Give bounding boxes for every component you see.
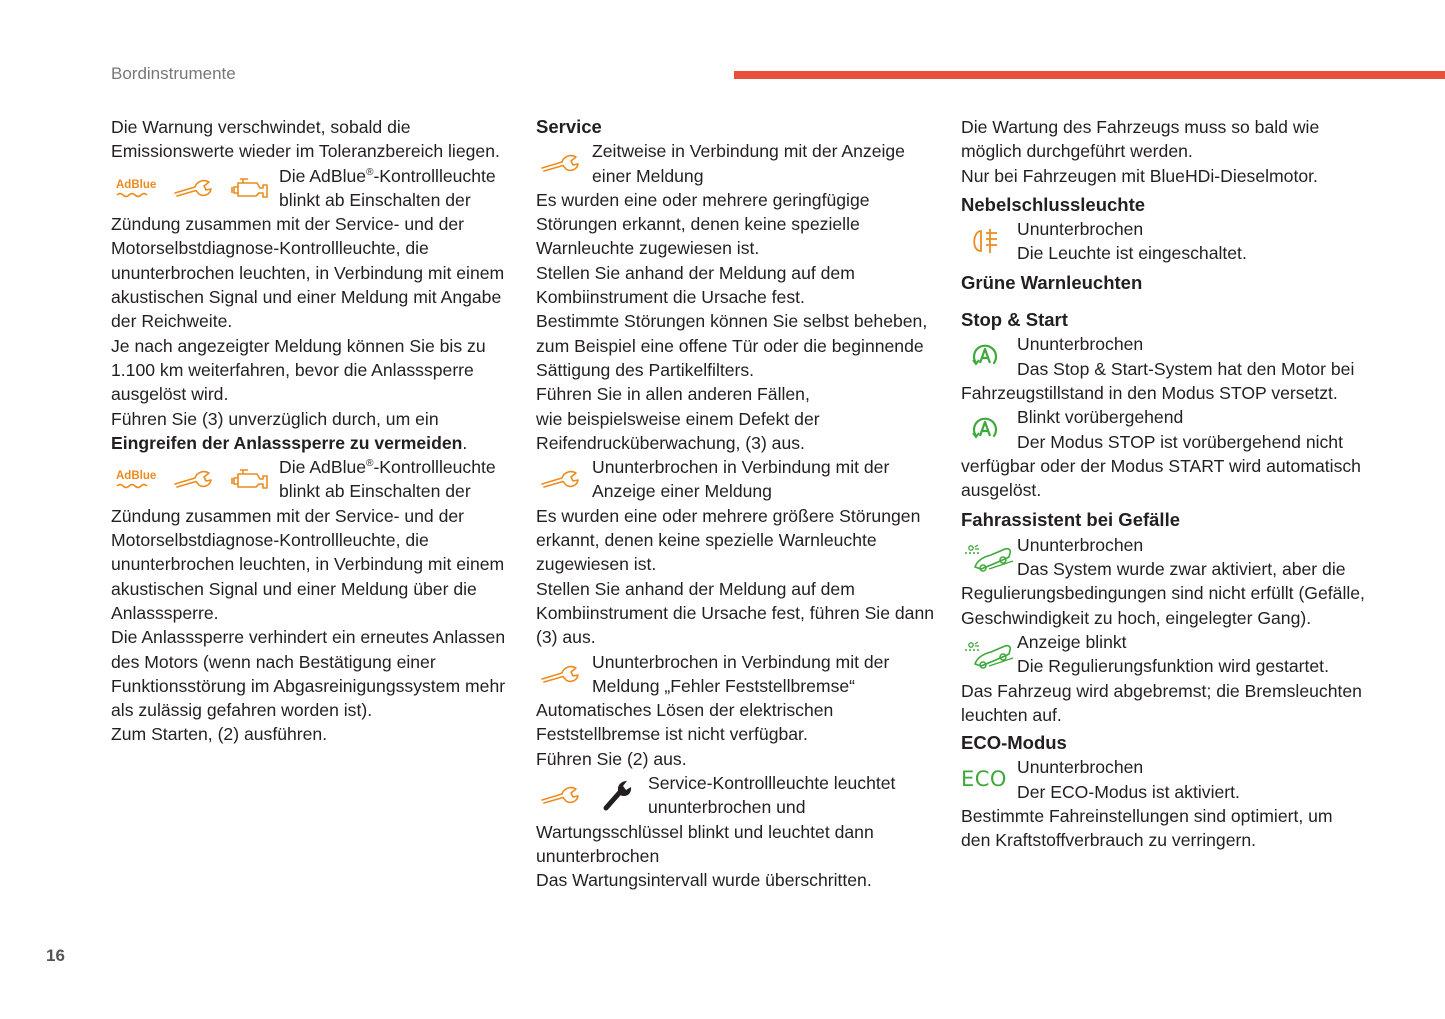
paragraph: Automatisches Lösen der elektrischen Feststellbremse ist nicht verfügbar. bbox=[536, 700, 834, 745]
state-desc: Das Stop & Start-System hat den Motor bei Fahrzeugstillstand in den Modus STOP versetzt. bbox=[961, 358, 1355, 403]
column-2 bbox=[536, 115, 936, 893]
paragraph: Bestimmte Störungen können Sie selbst beheben, zum Beispiel eine offene Tür oder die beginnende Sättigung des Partikelfilters. bbox=[536, 311, 928, 380]
paragraph: Je nach angezeigter Meldung können Sie bis zu 1.100 km weiterfahren, bevor die Anlasssperre ausgelöst wird. bbox=[111, 335, 486, 405]
spanner-icon bbox=[592, 777, 648, 813]
service-entry-1 bbox=[536, 139, 936, 188]
icon-group bbox=[961, 755, 1017, 803]
adblue-warning-block-2 bbox=[111, 455, 511, 625]
icon-group bbox=[536, 773, 648, 817]
paragraph: Die Warnung verschwindet, sobald die Emissionswerte wieder im Toleranzbereich liegen. bbox=[111, 117, 500, 162]
rear-fog-light-icon bbox=[961, 223, 1017, 259]
paragraph: Das Fahrzeug wird abgebremst; die Bremsleuchten leuchten auf. bbox=[961, 680, 1362, 725]
icon-group bbox=[111, 166, 279, 210]
entry-label: Zeitweise in Verbindung mit der Anzeige einer Meldung bbox=[592, 141, 905, 186]
state-desc: Das System wurde zwar aktiviert, aber die Regulierungsbedingungen sind nicht erfüllt (Gefälle, Geschwindigkeit zu hoch, eingelegter Gang). bbox=[961, 559, 1365, 628]
hill-assist-entry-2 bbox=[961, 630, 1366, 679]
engine-icon bbox=[223, 173, 279, 203]
paragraph: Führen Sie (3) unverzüglich durch, um ein Eingreifen der Anlasssperre zu vermeiden. bbox=[111, 408, 468, 453]
adblue-warning-block-1 bbox=[111, 164, 511, 334]
column-1 bbox=[111, 115, 511, 747]
stop-start-icon bbox=[961, 412, 1017, 446]
green-warning-heading: Grüne Warnleuchten bbox=[961, 271, 1143, 293]
fog-light-entry bbox=[961, 217, 1366, 266]
entry-label: Service-Kontrollleuchte leuchtet ununterbrochen und bbox=[648, 773, 896, 818]
state-desc: Der Modus STOP ist vorübergehend nicht verfügbar oder der Modus START wird automatisch ausgelöst. bbox=[961, 431, 1361, 501]
icon-group bbox=[961, 533, 1017, 581]
fog-light-heading: Nebelschlussleuchte bbox=[961, 193, 1146, 215]
paragraph: Nur bei Fahrzeugen mit BlueHDi-Dieselmotor. bbox=[961, 165, 1318, 186]
state-label: Blinkt vorübergehend bbox=[1017, 407, 1184, 428]
page-number: 16 bbox=[46, 946, 65, 965]
icon-group bbox=[536, 141, 592, 185]
paragraph: Die Wartung des Fahrzeugs muss so bald wie möglich durchgeführt werden. bbox=[961, 117, 1320, 162]
wrench-icon bbox=[167, 466, 223, 492]
paragraph: Stellen Sie anhand der Meldung auf dem Kombiinstrument die Ursache fest, führen Sie dann (3) aus. bbox=[536, 578, 935, 648]
paragraph: Es wurden eine oder mehrere geringfügige Störungen erkannt, denen keine spezielle Warnleuchte zugewiesen ist. bbox=[536, 189, 870, 259]
column-3 bbox=[961, 115, 1366, 853]
entry-label: Ununterbrochen in Verbindung mit der Meldung „Fehler Feststellbremse“ bbox=[592, 651, 890, 696]
adblue-icon bbox=[111, 173, 167, 203]
stop-start-icon bbox=[961, 339, 1017, 373]
stop-start-entry-2 bbox=[961, 405, 1366, 502]
state-label: Ununterbrochen bbox=[1017, 757, 1144, 778]
paragraph: Die AdBlue®-Kontrollleuchte blinkt ab Einschalten der Zündung zusammen mit der Service- und der Motorselbstdiagnose-Kontrollleuchte, die ununterbrochen leuchten, in Verbindung mit einem akustischen Signal und einer Meldung mit Angabe der Reichweite. bbox=[111, 165, 505, 332]
paragraph: Führen Sie in allen anderen Fällen, bbox=[536, 384, 810, 405]
state-desc: Die Regulierungsfunktion wird gestartet. bbox=[1017, 656, 1329, 677]
state-label: Ununterbrochen bbox=[1017, 534, 1144, 555]
entry-label: Ununterbrochen in Verbindung mit der Anzeige einer Meldung bbox=[592, 457, 890, 502]
icon-group bbox=[961, 630, 1017, 678]
stop-start-heading: Stop & Start bbox=[961, 309, 1068, 331]
state-label: Ununterbrochen bbox=[1017, 219, 1144, 240]
adblue-icon-label: AdBlue bbox=[116, 470, 157, 483]
paragraph: Führen Sie (2) aus. bbox=[536, 748, 687, 769]
icon-group bbox=[961, 217, 1017, 265]
wrench-icon bbox=[536, 782, 592, 808]
eco-mode-entry bbox=[961, 755, 1366, 804]
service-heading: Service bbox=[536, 116, 602, 137]
adblue-icon-label: AdBlue bbox=[116, 178, 157, 191]
paragraph: Bestimmte Fahreinstellungen sind optimiert, um den Kraftstoffverbrauch zu verringern. bbox=[961, 806, 1333, 851]
paragraph: Wartungsschlüssel blinkt und leuchtet dann ununterbrochen bbox=[536, 821, 874, 866]
paragraph: wie beispielsweise einem Defekt der Reifendrucküberwachung, (3) aus. bbox=[536, 408, 820, 453]
running-header: Bordinstrumente bbox=[111, 64, 236, 83]
state-label: Ununterbrochen bbox=[1017, 334, 1144, 355]
hill-descent-icon bbox=[961, 539, 1017, 575]
eco-mode-heading: ECO-Modus bbox=[961, 732, 1067, 754]
icon-group bbox=[961, 332, 1017, 380]
engine-icon bbox=[223, 464, 279, 494]
state-label: Anzeige blinkt bbox=[1017, 631, 1127, 652]
wrench-icon bbox=[167, 175, 223, 201]
wrench-icon bbox=[536, 466, 592, 492]
paragraph: Das Wartungsintervall wurde überschritten. bbox=[536, 870, 872, 891]
hill-descent-icon bbox=[961, 636, 1017, 672]
paragraph: Stellen Sie anhand der Meldung auf dem Kombiinstrument die Ursache fest. bbox=[536, 262, 855, 308]
state-desc: Die Leuchte ist eingeschaltet. bbox=[1017, 243, 1247, 264]
eco-icon: ECO bbox=[961, 767, 1007, 792]
paragraph: Zum Starten, (2) ausführen. bbox=[111, 724, 328, 745]
paragraph: Es wurden eine oder mehrere größere Störungen erkannt, denen keine spezielle Warnleuchte zugewiesen ist. bbox=[536, 505, 921, 575]
hill-assist-entry-1 bbox=[961, 533, 1366, 630]
icon-group bbox=[536, 457, 592, 501]
stop-start-entry-1 bbox=[961, 332, 1366, 405]
adblue-icon bbox=[111, 464, 167, 494]
header-accent-bar bbox=[734, 71, 1445, 79]
icon-group bbox=[111, 457, 279, 501]
service-entry-2 bbox=[536, 455, 936, 504]
hill-assist-heading: Fahrassistent bei Gefälle bbox=[961, 509, 1181, 531]
wrench-icon bbox=[536, 661, 592, 687]
paragraph: Die Anlasssperre verhindert ein erneutes Anlassen des Motors (wenn nach Bestätigung einer Funktionsstörung im Abgasreinigungssystem mehr als zulässig gefahren worden ist). bbox=[111, 627, 506, 721]
icon-group bbox=[961, 405, 1017, 453]
state-desc: Der ECO-Modus ist aktiviert. bbox=[1017, 781, 1240, 802]
wrench-icon bbox=[536, 150, 592, 176]
service-entry-3 bbox=[536, 650, 936, 699]
paragraph: Die AdBlue®-Kontrollleuchte blinkt ab Einschalten der Zündung zusammen mit der Service- und der Motorselbstdiagnose-Kontrollleuchte, die ununterbrochen leuchten, in Verbindung mit einem akustischen Signal und einer Meldung über die Anlasssperre. bbox=[111, 457, 505, 623]
icon-group bbox=[536, 652, 592, 696]
service-entry-4 bbox=[536, 771, 936, 820]
